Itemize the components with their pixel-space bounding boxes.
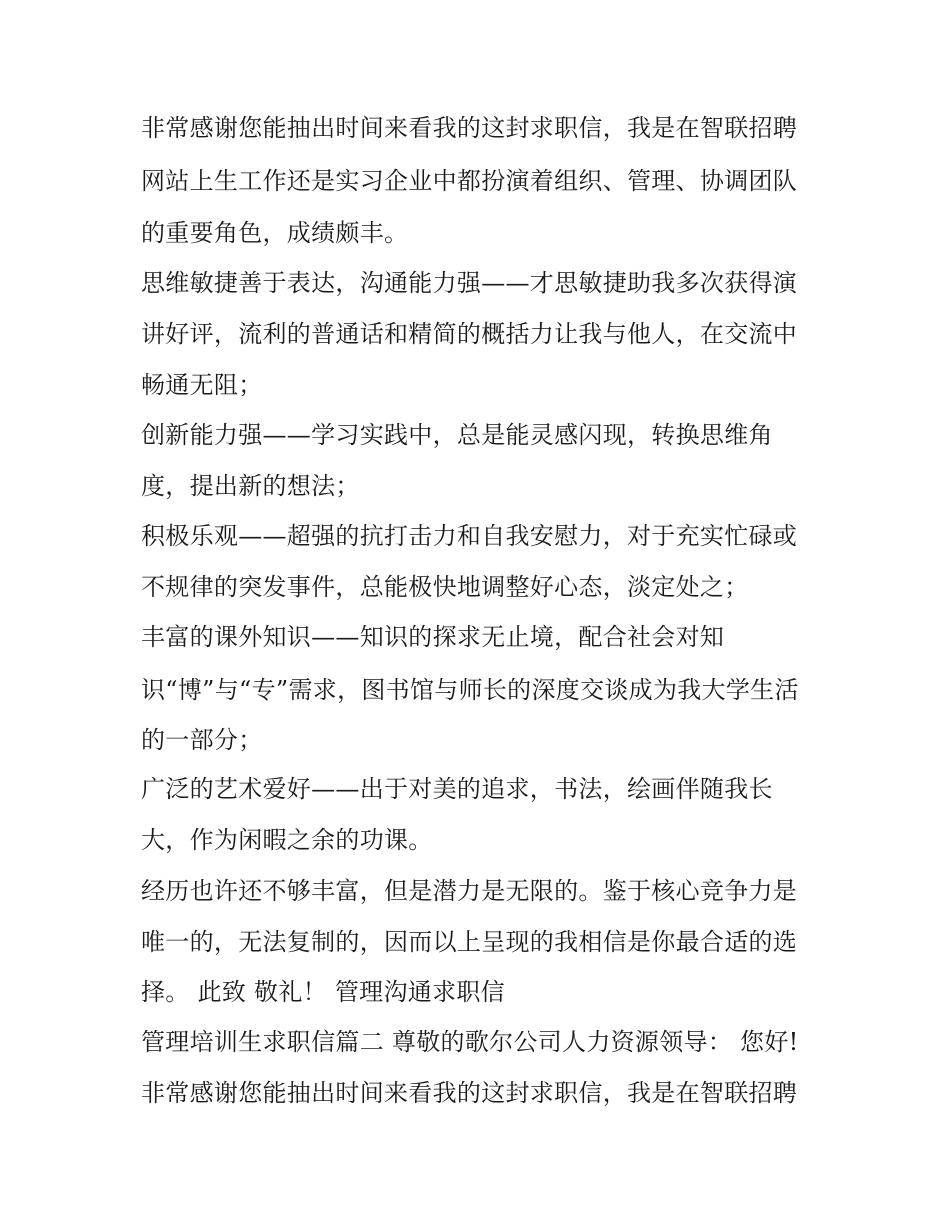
text-line: 识“博”与“专”需求，图书馆与师长的深度交谈成为我大学生活 (141, 676, 799, 704)
text-line: 畅通无阻； (141, 371, 263, 399)
text-line: 大，作为闲暇之余的功课。 (141, 826, 433, 854)
text-line: 不规律的突发事件，总能极快地调整好心态，淡定处之； (141, 573, 749, 601)
text-line: 经历也许还不够丰富，但是潜力是无限的。鉴于核心竞争力是 (141, 877, 798, 905)
text-line: 度，提出新的想法； (141, 472, 360, 500)
text-line: 择。 此致 敬礼！ 管理沟通求职信 (141, 978, 505, 1006)
text-line: 唯一的，无法复制的，因而以上呈现的我相信是你最合适的选 (141, 928, 798, 956)
text-line: 丰富的课外知识——知识的探求无止境，配合社会对知 (141, 623, 725, 651)
text-line: 讲好评，流利的普通话和精简的概括力让我与他人，在交流中 (141, 320, 798, 348)
text-line: 思维敏捷善于表达，沟通能力强——才思敏捷助我多次获得演 (141, 269, 798, 297)
text-line: 非常感谢您能抽出时间来看我的这封求职信，我是在智联招聘 (141, 1079, 798, 1107)
text-line: 非常感谢您能抽出时间来看我的这封求职信，我是在智联招聘 (141, 114, 798, 142)
text-line: 创新能力强——学习实践中，总是能灵感闪现，转换思维角 (141, 421, 773, 449)
text-line: 积极乐观——超强的抗打击力和自我安慰力，对于充实忙碌或 (141, 522, 798, 550)
text-line: 广泛的艺术爱好——出于对美的追求，书法，绘画伴随我长 (141, 775, 773, 803)
text-line: 的重要角色，成绩颇丰。 (141, 219, 409, 247)
text-line: 管理培训生求职信篇二 尊敬的歌尔公司人力资源领导： 您好! (141, 1028, 799, 1056)
text-line: 网站上生工作还是实习企业中都扮演着组织、管理、协调团队 (141, 167, 798, 195)
text-line: 的一部分； (141, 726, 263, 754)
